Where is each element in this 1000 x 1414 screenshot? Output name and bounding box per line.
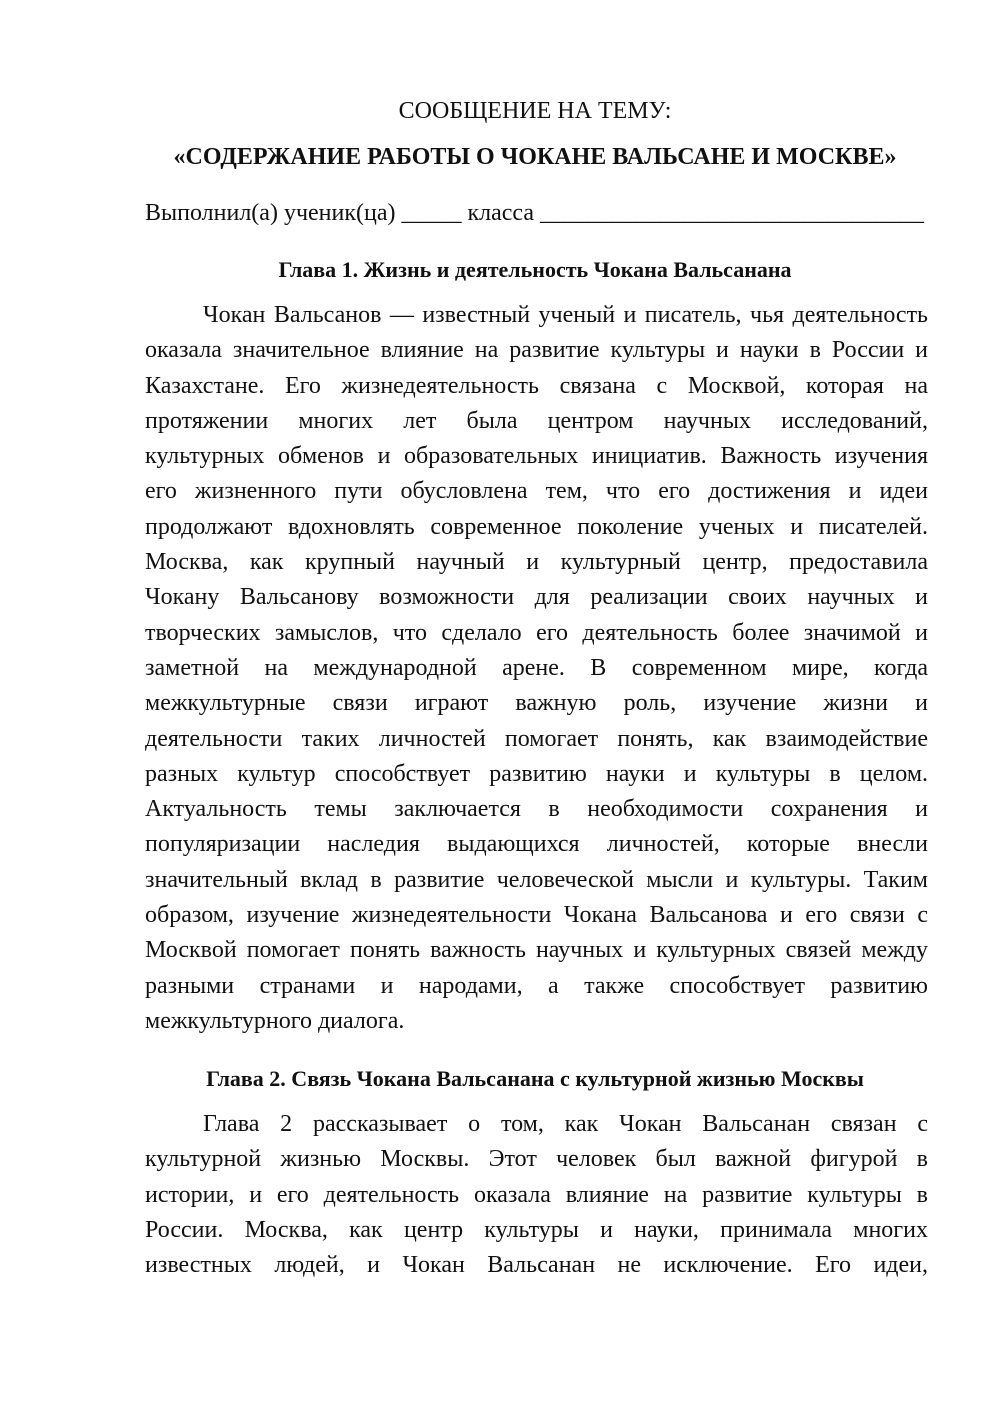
paragraph-line: Чокану Вальсанову возможности для реализации своих научных и — [145, 584, 928, 611]
paragraph-line: культурной жизнью Москвы. Этот человек был важной фигурой в — [145, 1146, 928, 1173]
paragraph-line: известных людей, и Чокан Вальсанан не исключение. Его идеи, — [145, 1252, 928, 1279]
paragraph-line: Глава 2 рассказывает о том, как Чокан Вальсанан связан с — [203, 1111, 928, 1137]
paragraph-line: популяризации наследия выдающихся личностей, которые внесли — [145, 831, 928, 858]
paragraph-line: России. Москва, как центр культуры и науки, принимала многих — [145, 1216, 928, 1243]
paragraph-line: межкультурного диалога. — [145, 1007, 405, 1034]
paragraph-line: творческих замыслов, что сделало его деятельность более значимой и — [145, 619, 928, 646]
paragraph-line: его жизненного пути обусловлена тем, что его достижения и идеи — [145, 478, 928, 505]
chapter-1-paragraph — [145, 298, 928, 1039]
paragraph-line: заметной на международной арене. В современном мире, когда — [145, 654, 928, 681]
paragraph-line: разных культур способствует развитию науки и культуры в целом. — [145, 760, 928, 787]
paragraph-line: деятельности таких личностей помогает понять, как взаимодействие — [145, 725, 928, 752]
paragraph-line: Актуальность темы заключается в необходимости сохранения и — [145, 796, 928, 823]
paragraph-line: протяжении многих лет была центром научных исследований, — [145, 407, 928, 434]
paragraph-line: Чокан Вальсанов — известный ученый и писатель, чья деятельность — [203, 302, 928, 328]
chapter-2-paragraph — [145, 1107, 928, 1283]
chapter-1-heading: Глава 1. Жизнь и деятельность Чокана Вальсанана — [278, 257, 792, 282]
paragraph-line: Москва, как крупный научный и культурный центр, предоставила — [145, 549, 928, 576]
paragraph-line: истории, и его деятельность оказала влияние на развитие культуры в — [145, 1181, 928, 1208]
author-line: Выполнил(а) ученик(ца) _____ класса ________________________________ — [145, 200, 925, 226]
chapter-2-heading: Глава 2. Связь Чокана Вальсанана с культурной жизнью Москвы — [206, 1066, 864, 1091]
paragraph-line: значительный вклад в развитие человеческой мысли и культуры. Таким — [145, 866, 928, 893]
paragraph-line: образом, изучение жизнедеятельности Чокана Вальсанова и его связи с — [145, 902, 928, 929]
title-line-2: «СОДЕРЖАНИЕ РАБОТЫ О ЧОКАНЕ ВАЛЬСАНЕ И МОСКВЕ» — [173, 144, 897, 170]
paragraph-line: культурных обменов и образовательных инициатив. Важность изучения — [145, 443, 928, 470]
paragraph-line: Казахстане. Его жизнедеятельность связана с Москвой, которая на — [145, 372, 928, 399]
paragraph-line: Москвой помогает понять важность научных и культурных связей между — [145, 937, 928, 964]
paragraph-line: разными странами и народами, а также способствует развитию — [145, 972, 928, 999]
paragraph-line: межкультурные связи играют важную роль, изучение жизни и — [145, 690, 928, 717]
paragraph-line: продолжают вдохновлять современное поколение ученых и писателей. — [145, 513, 928, 540]
title-line-1: СООБЩЕНИЕ НА ТЕМУ: — [398, 98, 672, 124]
paragraph-line: оказала значительное влияние на развитие культуры и науки в России и — [145, 337, 928, 364]
